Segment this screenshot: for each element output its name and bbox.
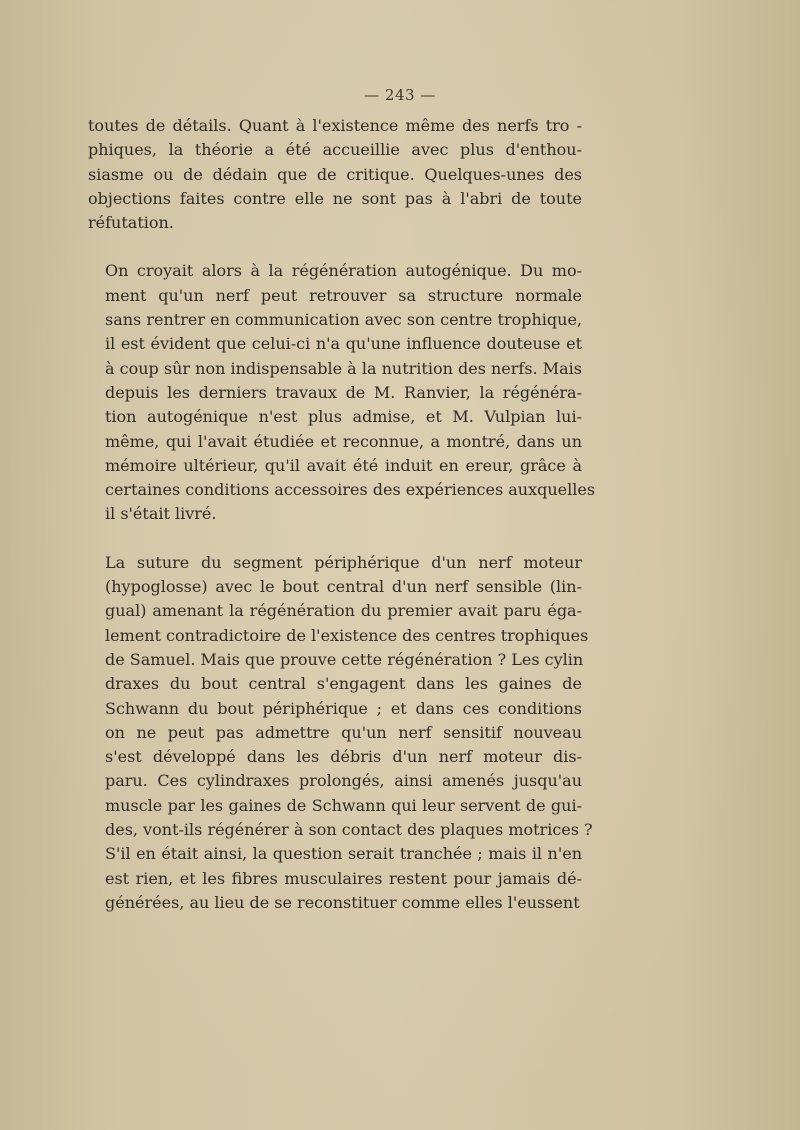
text-line: on ne peut pas admettre qu'un nerf sensitif nouveau (105, 722, 582, 742)
text-line: est rien, et les fibres musculaires restent pour jamais dé- (105, 868, 582, 888)
paragraph-1 (88, 114, 582, 235)
text-line: objections faites contre elle ne sont pas à l'abri de toute (88, 188, 582, 208)
text-line: il est évident que celui-ci n'a qu'une influence douteuse et (105, 334, 582, 354)
text-line: des, vont-ils régénérer à son contact des plaques motrices ? (105, 820, 593, 840)
page-number: — 243 — (364, 86, 436, 104)
text-line: tion autogénique n'est plus admise, et M. Vulpian lui- (105, 407, 582, 427)
text-line: même, qui l'avait étudiée et reconnue, a montré, dans un (105, 431, 582, 451)
text-line: ment qu'un nerf peut retrouver sa structure normale (105, 285, 582, 305)
text-line: sans rentrer en communication avec son centre trophique, (105, 310, 582, 330)
text-line: S'il en était ainsi, la question serait tranchée ; mais il n'en (105, 844, 582, 864)
text-line: mémoire ultérieur, qu'il avait été induit en ereur, grâce à (105, 455, 582, 475)
text-line: s'est développé dans les débris d'un nerf moteur dis- (105, 747, 582, 767)
paragraph-3 (88, 551, 593, 915)
text-line: générées, au lieu de se reconstituer comme elles l'eussent (105, 892, 580, 912)
text-line: (hypoglosse) avec le bout central d'un nerf sensible (lin- (105, 577, 582, 597)
text-line: siasme ou de dédain que de critique. Quelques-unes des (88, 164, 582, 184)
text-line: depuis les derniers travaux de M. Ranvier, la régénéra- (105, 382, 582, 402)
text-line: On croyait alors à la régénération autogénique. Du mo- (105, 261, 582, 281)
text-line: toutes de détails. Quant à l'existence même des nerfs tro - (88, 116, 582, 135)
text-line: lement contradictoire de l'existence des centres trophiques (105, 625, 589, 645)
text-line: draxes du bout central s'engagent dans les gaines de (105, 674, 582, 694)
text-line: Schwann du bout périphérique ; et dans ces conditions (105, 698, 582, 718)
body-text (88, 114, 596, 915)
paragraph-2 (88, 259, 596, 526)
text-line: réfutation. (88, 213, 174, 233)
text-line: à coup sûr non indispensable à la nutrition des nerfs. Mais (105, 358, 582, 378)
text-line: certaines conditions accessoires des expériences auxquelles (105, 480, 596, 500)
text-line: muscle par les gaines de Schwann qui leur servent de gui- (105, 795, 582, 815)
text-line: gual) amenant la régénération du premier avait paru éga- (105, 601, 582, 621)
text-line: il s'était livré. (105, 504, 217, 524)
text-line: La suture du segment périphérique d'un nerf moteur (105, 552, 582, 572)
text-line: paru. Ces cylindraxes prolongés, ainsi amenés jusqu'au (105, 771, 582, 791)
text-line: de Samuel. Mais que prouve cette régénération ? Les cylin (105, 649, 584, 669)
text-line: phiques, la théorie a été accueillie avec plus d'enthou- (88, 140, 582, 160)
